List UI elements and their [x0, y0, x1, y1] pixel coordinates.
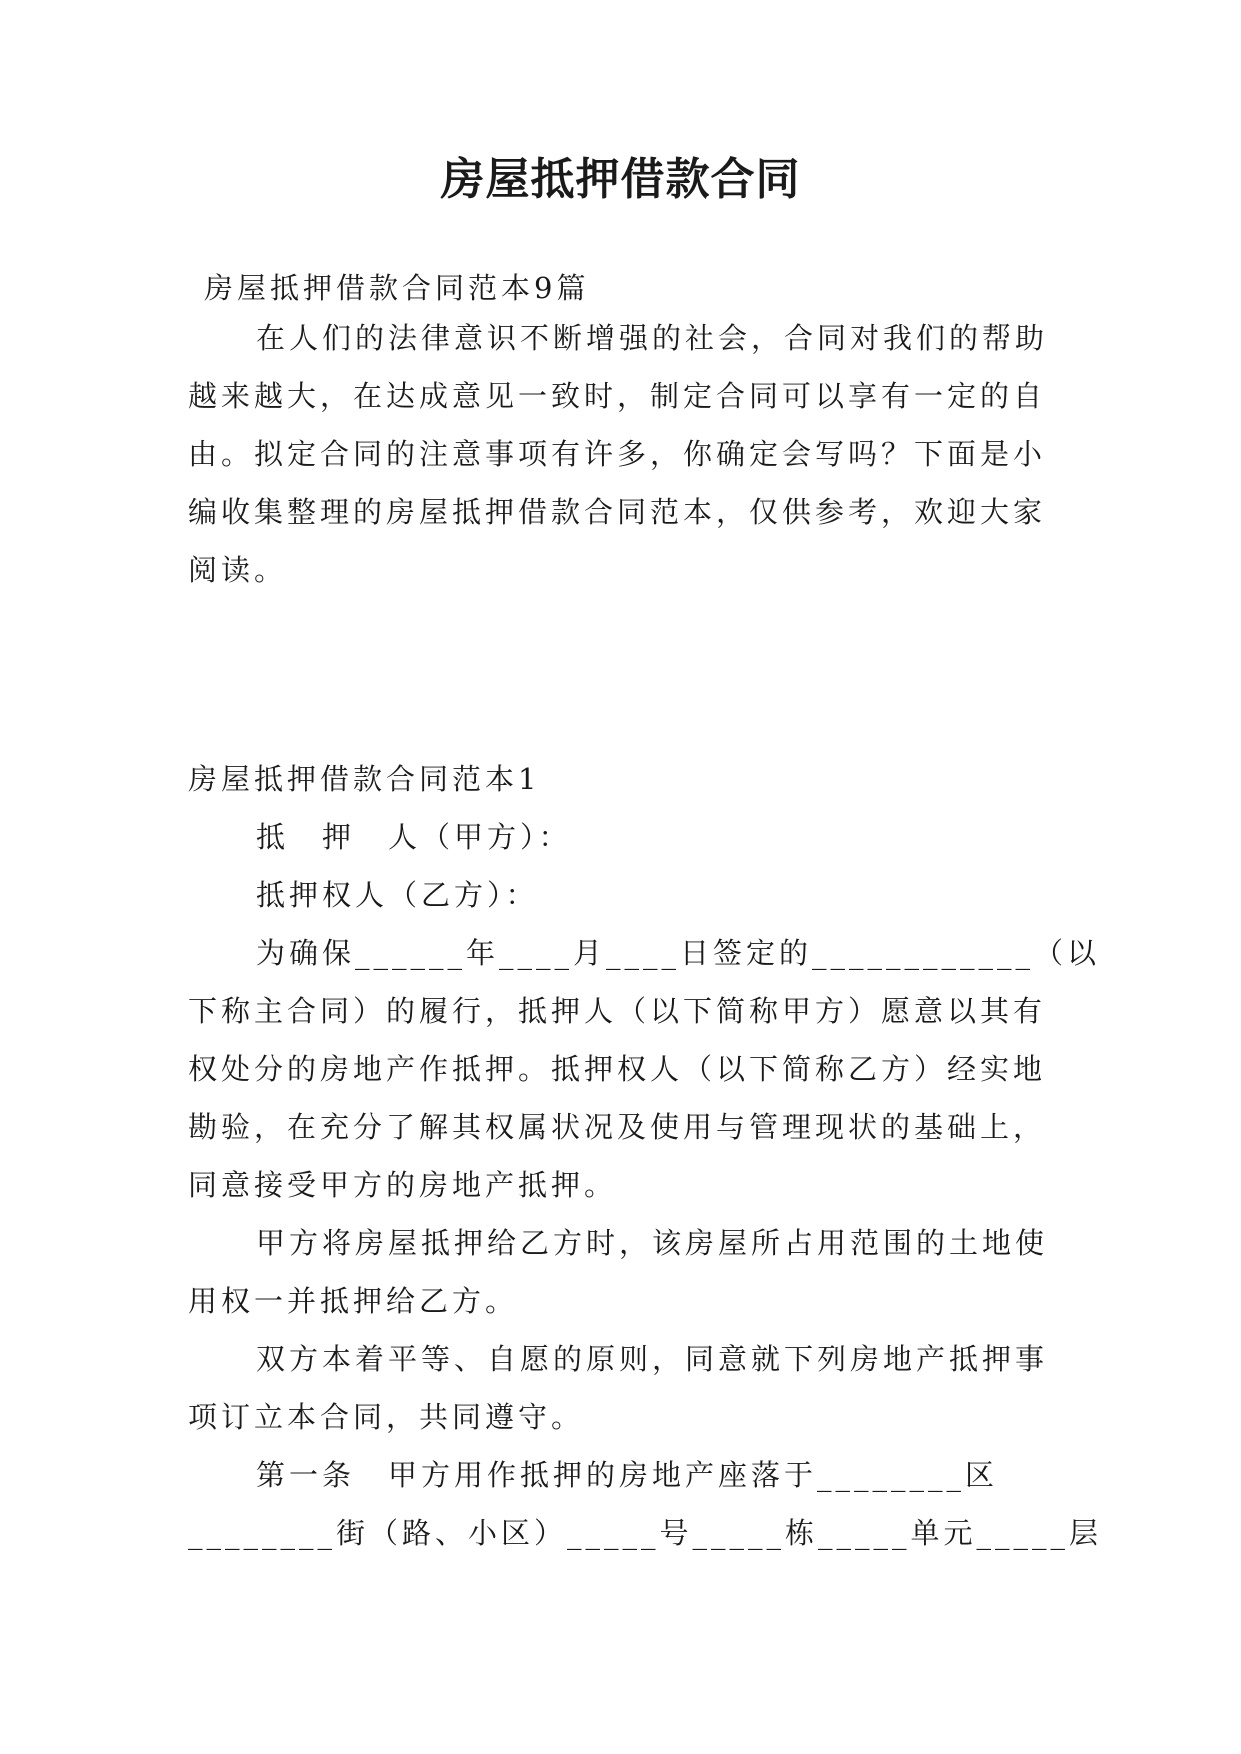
- paragraph-line: 用权一并抵押给乙方。: [188, 1284, 519, 1318]
- party-b-label: 抵押权人（乙方）：: [256, 878, 539, 912]
- section-heading: 房屋抵押借款合同范本1: [188, 762, 541, 796]
- article-line: 第一条 甲方用作抵押的房地产座落于________区: [256, 1458, 999, 1492]
- paragraph-line: 双方本着平等、自愿的原则，同意就下列房地产抵押事: [256, 1342, 1049, 1376]
- paragraph-line: 阅读。: [188, 553, 288, 587]
- paragraph-line: 在人们的法律意识不断增强的社会，合同对我们的帮助: [256, 321, 1049, 355]
- paragraph-line: 由。拟定合同的注意事项有许多，你确定会写吗？下面是小: [188, 437, 1047, 471]
- document-title: 房屋抵押借款合同: [440, 154, 801, 205]
- paragraph-line: 权处分的房地产作抵押。抵押权人（以下简称乙方）经实地: [188, 1052, 1047, 1086]
- contract-body: [188, 750, 1103, 1562]
- paragraph-line: 项订立本合同，共同遵守。: [188, 1400, 585, 1434]
- paragraph-line: 为确保______年____月____日签定的____________（以: [256, 936, 1101, 970]
- document-subtitle: 房屋抵押借款合同范本9篇: [204, 271, 590, 305]
- article-line: ________街（路、小区）_____号_____栋_____单元_____层: [188, 1516, 1103, 1550]
- paragraph-line: 同意接受甲方的房地产抵押。: [188, 1168, 618, 1202]
- paragraph-line: 勘验，在充分了解其权属状况及使用与管理现状的基础上，: [188, 1110, 1047, 1144]
- intro-paragraph: [188, 309, 1054, 599]
- paragraph-line: 甲方将房屋抵押给乙方时，该房屋所占用范围的土地使: [256, 1226, 1049, 1260]
- paragraph-line: 编收集整理的房屋抵押借款合同范本，仅供参考，欢迎大家: [188, 495, 1047, 529]
- party-a-label: 抵 押 人（甲方）：: [256, 820, 572, 854]
- paragraph-line: 越来越大，在达成意见一致时，制定合同可以享有一定的自: [188, 379, 1047, 413]
- paragraph-line: 下称主合同）的履行，抵押人（以下简称甲方）愿意以其有: [188, 994, 1047, 1028]
